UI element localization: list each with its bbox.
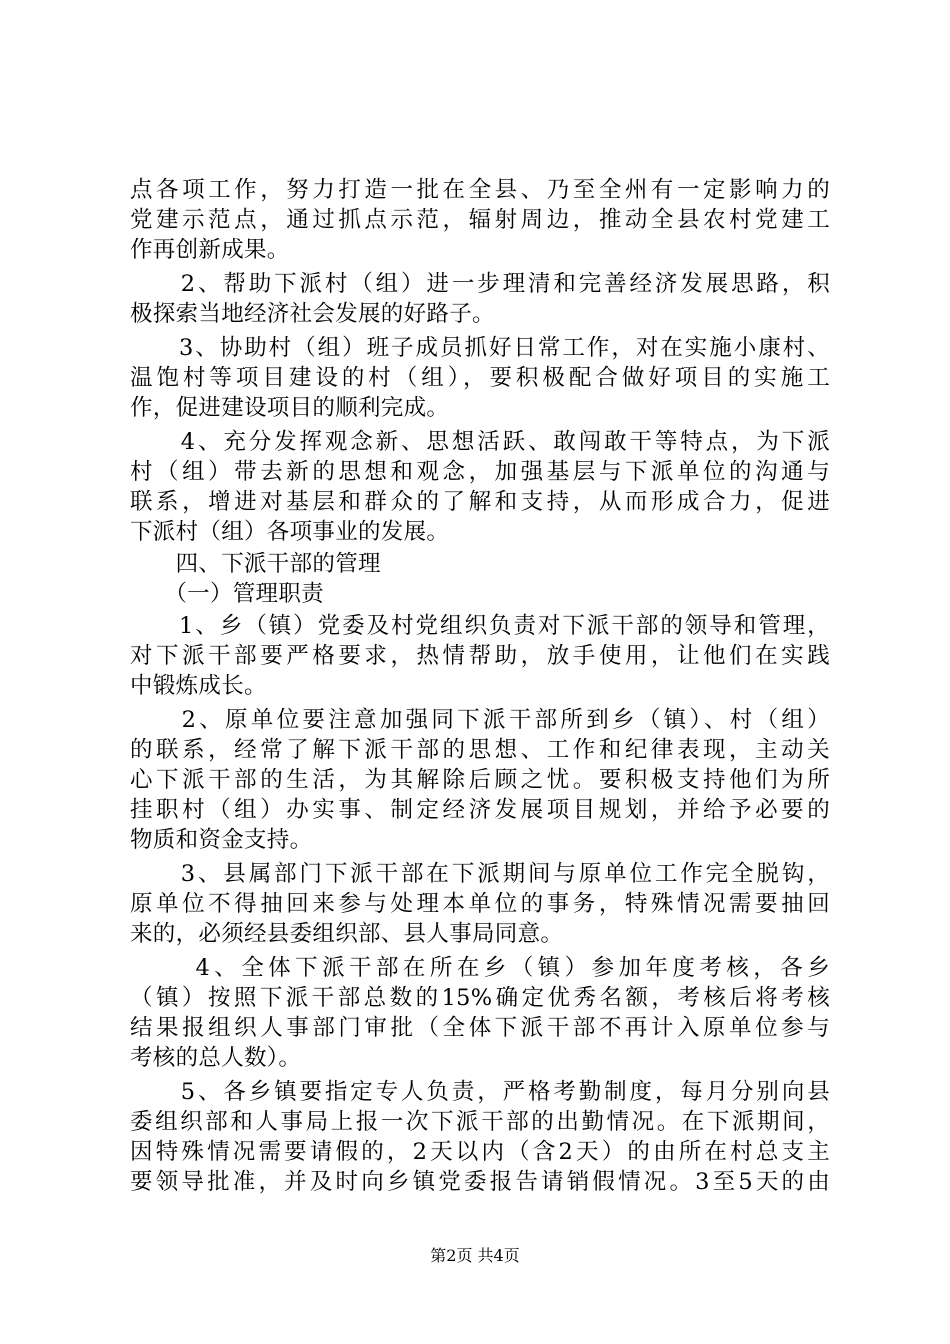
text-line: 4、充分发挥观念新、思想活跃、敢闯敢干等特点，为下派 [130,429,830,455]
text-line: 作再创新成果。 [130,237,290,263]
text-line: 3、县属部门下派干部在下派期间与原单位工作完全脱钩， [130,861,830,887]
text-line: 来的，必须经县委组织部、县人事局同意。 [130,921,564,947]
text-line: 点各项工作，努力打造一批在全县、乃至全州有一定影响力的 [130,177,830,203]
text-line: 村（组）带去新的思想和观念，加强基层与下派单位的沟通与 [130,459,830,485]
text-line: 3、协助村（组）班子成员抓好日常工作，对在实施小康村、 [130,335,830,361]
text-line: 的联系，经常了解下派干部的思想、工作和纪律表现，主动关 [130,737,830,763]
text-line: 极探索当地经济社会发展的好路子。 [130,301,495,327]
page-number-footer: 第2页 共4页 [430,1246,520,1265]
text-line: 温饱村等项目建设的村（组），要积极配合做好项目的实施工 [130,365,830,391]
text-line: 对下派干部要严格要求，热情帮助，放手使用，让他们在实践 [130,643,830,669]
text-line: （镇）按照下派干部总数的15%确定优秀名额，考核后将考核 [130,985,830,1011]
text-line: 党建示范点，通过抓点示范，辐射周边，推动全县农村党建工 [130,207,830,233]
text-line: 中锻炼成长。 [130,673,267,699]
text-line: 作，促进建设项目的顺利完成。 [130,395,450,421]
text-line: 物质和资金支持。 [130,827,313,853]
text-line: 2、原单位要注意加强同下派干部所到乡（镇）、村（组） [130,707,830,733]
section-heading: 四、下派干部的管理 [130,551,381,577]
text-line: 结果报组织人事部门审批（全体下派干部不再计入原单位参与 [130,1015,830,1041]
text-line: 考核的总人数）。 [130,1045,302,1071]
text-line: 1、乡（镇）党委及村党组织负责对下派干部的领导和管理， [130,613,830,639]
text-line: 4、全体下派干部在所在乡（镇）参加年度考核，各乡 [130,955,830,981]
text-line: 心下派干部的生活，为其解除后顾之忧。要积极支持他们为所 [130,767,830,793]
text-line: 挂职村（组）办实事、制定经济发展项目规划，并给予必要的 [130,797,830,823]
text-line: 因特殊情况需要请假的，2天以内（含2天）的由所在村总支主 [130,1139,830,1165]
text-line: 2、帮助下派村（组）进一步理清和完善经济发展思路，积 [130,271,830,297]
text-line: 5、各乡镇要指定专人负责，严格考勤制度，每月分别向县 [130,1079,830,1105]
text-line: 下派村（组）各项事业的发展。 [130,519,450,545]
text-line: 要领导批准，并及时向乡镇党委报告请销假情况。3至5天的由 [130,1169,830,1195]
text-line: 联系，增进对基层和群众的了解和支持，从而形成合力，促进 [130,489,830,515]
text-line: 委组织部和人事局上报一次下派干部的出勤情况。在下派期间， [130,1109,830,1135]
text-line: 原单位不得抽回来参与处理本单位的事务，特殊情况需要抽回 [130,891,830,917]
subsection-heading: （一）管理职责 [130,581,324,607]
